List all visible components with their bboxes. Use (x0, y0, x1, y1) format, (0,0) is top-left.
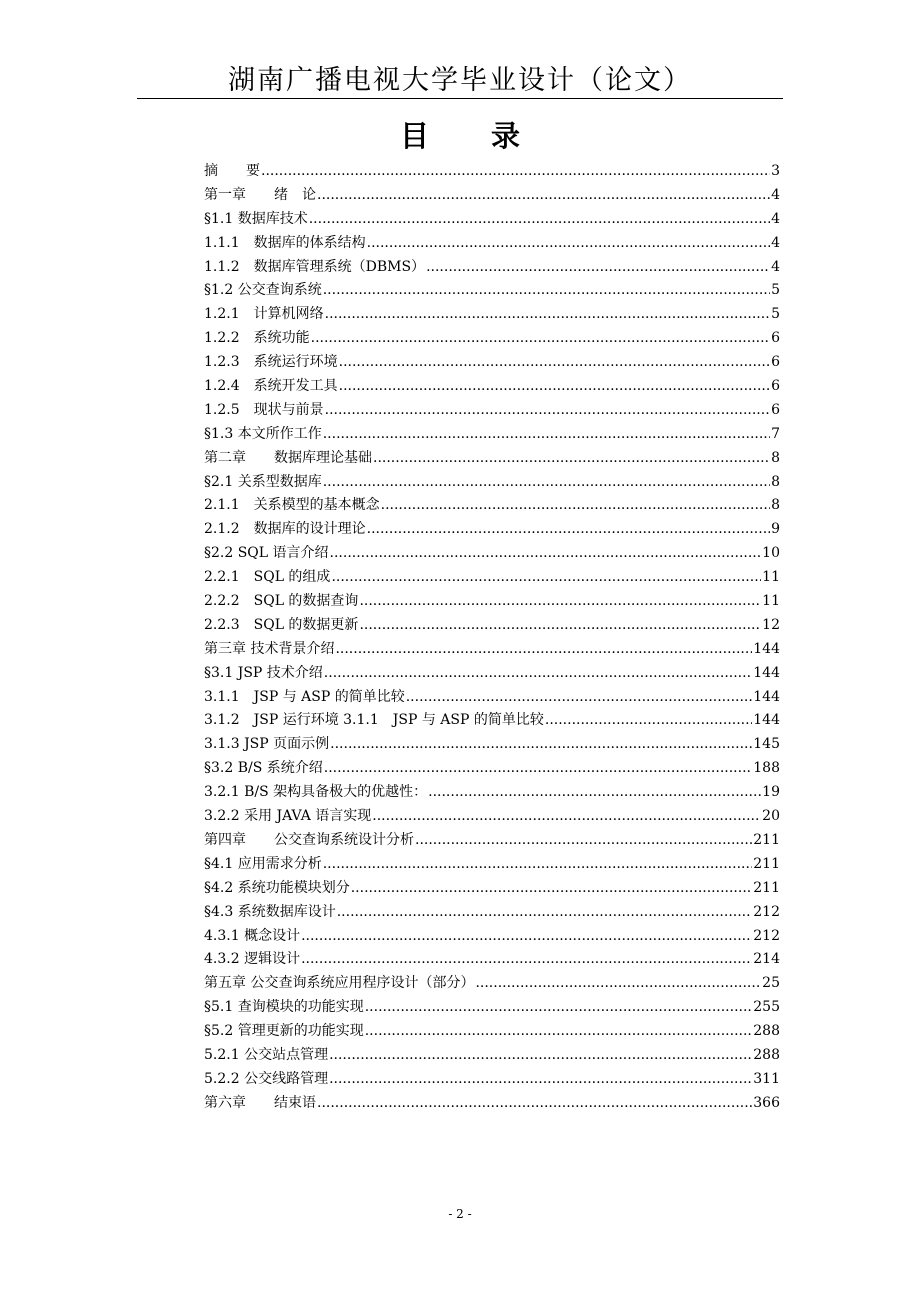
toc-dot-leader (426, 256, 770, 280)
toc-dot-leader (261, 160, 770, 184)
toc-dot-leader (329, 1068, 752, 1092)
toc-entry-page: 144 (753, 712, 780, 729)
toc-entry-label: 摘 要 (204, 163, 260, 179)
page-number: - 2 - (448, 1207, 472, 1221)
toc-entry-label: §4.2 系统功能模块划分 (204, 879, 350, 896)
toc-entry[interactable] (204, 1020, 780, 1044)
toc-dot-leader (330, 542, 762, 566)
toc-entry-label: 3.2.2 采用 JAVA 语言实现 (204, 808, 372, 825)
toc-dot-leader (545, 709, 752, 733)
toc-dot-leader (324, 662, 752, 686)
toc-dot-leader (311, 327, 770, 351)
toc-entry[interactable] (204, 232, 780, 256)
toc-entry-label: 2.2.3 SQL 的数据更新 (204, 616, 359, 633)
toc-dot-leader (317, 1092, 752, 1116)
toc-entry-page: 9 (771, 521, 780, 538)
toc-entry[interactable] (204, 494, 780, 518)
toc-entry-label: 1.1.1 数据库的体系结构 (204, 234, 366, 251)
toc-entry-label: 2.1.1 关系模型的基本概念 (204, 497, 380, 514)
toc-dot-leader (381, 494, 770, 518)
toc-entry-page: 7 (771, 425, 780, 442)
toc-dot-leader (372, 805, 761, 829)
toc-dot-leader (415, 829, 752, 853)
toc-entry-page: 8 (771, 449, 780, 466)
toc-entry[interactable] (204, 590, 780, 614)
toc-entry-label: 1.1.2 数据库管理系统（DBMS） (204, 258, 426, 275)
header-rule (137, 98, 783, 99)
toc-entry-page: 212 (753, 927, 780, 944)
toc-entry[interactable] (204, 208, 780, 232)
toc-entry-page: 211 (753, 831, 780, 848)
toc-entry[interactable] (204, 471, 780, 495)
toc-dot-leader (428, 781, 761, 805)
toc-entry[interactable] (204, 1068, 780, 1092)
toc-entry[interactable] (204, 925, 780, 949)
toc-entry[interactable] (204, 279, 780, 303)
toc-entry[interactable] (204, 853, 780, 877)
toc-entry-label: 5.2.2 公交线路管理 (204, 1070, 329, 1087)
toc-entry-label: 1.2.1 计算机网络 (204, 306, 324, 323)
toc-title-char-2: 录 (491, 119, 521, 153)
toc-entry-page: 6 (771, 354, 780, 371)
toc-dot-leader (365, 1020, 753, 1044)
toc-dot-leader (317, 184, 770, 208)
toc-dot-leader (365, 996, 753, 1020)
toc-entry[interactable] (204, 542, 780, 566)
toc-entry[interactable] (204, 709, 780, 733)
toc-dot-leader (323, 853, 753, 877)
toc-entry-page: 3 (771, 163, 780, 179)
toc-entry-label: §1.1 数据库技术 (204, 210, 308, 227)
toc-dot-leader (323, 471, 770, 495)
toc-entry[interactable] (204, 662, 780, 686)
toc-entry-page: 6 (771, 378, 780, 395)
toc-entry-page: 5 (771, 282, 780, 299)
toc-entry-label: §2.1 关系型数据库 (204, 473, 322, 490)
toc-title (0, 116, 920, 156)
toc-entry-label: 3.2.1 B/S 架构具备极大的优越性： (204, 784, 428, 801)
toc-entry-page: 145 (753, 736, 780, 753)
toc-entry-page: 311 (753, 1070, 780, 1087)
toc-entry[interactable] (204, 805, 780, 829)
toc-entry-label: 第六章 结束语 (204, 1094, 316, 1111)
toc-entry-page: 6 (771, 401, 780, 418)
toc-entry[interactable] (204, 781, 780, 805)
toc-dot-leader (339, 375, 770, 399)
toc-dot-leader (475, 972, 761, 996)
toc-entry[interactable] (204, 447, 780, 471)
toc-entry[interactable] (204, 375, 780, 399)
toc-dot-leader (335, 638, 752, 662)
toc-dot-leader (337, 901, 753, 925)
toc-entry-label: 第三章 技术背景介绍 (204, 640, 335, 657)
toc-entry[interactable] (204, 733, 780, 757)
toc-entry-page: 211 (753, 879, 780, 896)
toc-entry[interactable] (204, 303, 780, 327)
toc-entry-label: 2.2.2 SQL 的数据查询 (204, 593, 359, 610)
toc-dot-leader (359, 590, 761, 614)
toc-entry-page: 5 (771, 306, 780, 323)
toc-entry-page: 11 (762, 569, 780, 586)
toc-dot-leader (367, 232, 770, 256)
toc-entry-label: 3.1.1 JSP 与 ASP 的简单比较 (204, 688, 405, 705)
toc-dot-leader (351, 877, 753, 901)
toc-dot-leader (406, 686, 753, 710)
toc-entry-page: 4 (771, 186, 780, 203)
toc-entry-label: 第五章 公交查询系统应用程序设计（部分） (204, 975, 475, 992)
toc-entry-label: 1.2.3 系统运行环境 (204, 354, 338, 371)
toc-entry-label: 第四章 公交查询系统设计分析 (204, 831, 414, 848)
toc-entry-page: 12 (762, 616, 780, 633)
toc-entry[interactable] (204, 686, 780, 710)
toc-entry-page: 214 (753, 951, 780, 968)
toc-dot-leader (339, 351, 770, 375)
toc-entry-page: 144 (753, 688, 780, 705)
toc-entry[interactable] (204, 256, 780, 280)
toc-entry-label: §5.2 管理更新的功能实现 (204, 1023, 364, 1040)
toc-entry[interactable] (204, 1092, 780, 1116)
toc-entry-page: 211 (753, 855, 780, 872)
toc-entry-label: §1.2 公交查询系统 (204, 282, 322, 299)
toc-entry-label: 第一章 绪 论 (204, 186, 316, 203)
toc-entry-label: §1.3 本文所作工作 (204, 425, 322, 442)
toc-entry-page: 288 (753, 1046, 780, 1063)
toc-dot-leader (367, 518, 770, 542)
toc-entry-page: 288 (753, 1023, 780, 1040)
toc-entry-page: 19 (762, 784, 780, 801)
toc-entry[interactable] (204, 877, 780, 901)
toc-entry-page: 144 (753, 664, 780, 681)
toc-entry[interactable] (204, 757, 780, 781)
toc-entry-page: 6 (771, 330, 780, 347)
toc-entry[interactable] (204, 566, 780, 590)
toc-entry-label: §3.1 JSP 技术介绍 (204, 664, 323, 681)
toc-entry[interactable] (204, 996, 780, 1020)
toc-dot-leader (301, 948, 752, 972)
toc-entry[interactable] (204, 972, 780, 996)
toc-dot-leader (359, 614, 761, 638)
toc-entry-label: 4.3.1 概念设计 (204, 927, 301, 944)
toc-entry-page: 255 (753, 999, 780, 1016)
toc-entry[interactable] (204, 160, 780, 184)
toc-entry-page: 11 (762, 593, 780, 610)
toc-entry-label: §3.2 B/S 系统介绍 (204, 760, 323, 777)
toc-entry-label: §2.2 SQL 语言介绍 (204, 545, 329, 562)
toc-entry-label: 2.1.2 数据库的设计理论 (204, 521, 366, 538)
toc-dot-leader (323, 423, 770, 447)
toc-entry-label: 5.2.1 公交站点管理 (204, 1046, 329, 1063)
toc-entry-label: 1.2.5 现状与前景 (204, 401, 324, 418)
toc-dot-leader (331, 566, 761, 590)
toc-entry[interactable] (204, 184, 780, 208)
toc-dot-leader (301, 925, 752, 949)
toc-entry[interactable] (204, 518, 780, 542)
toc-entry[interactable] (204, 399, 780, 423)
toc-entry-page: 20 (762, 808, 780, 825)
toc-entry-page: 4 (771, 234, 780, 251)
toc-entry-page: 10 (762, 545, 780, 562)
toc-entry-label: 第二章 数据库理论基础 (204, 449, 372, 466)
toc-entry-page: 4 (771, 210, 780, 227)
document-header: 湖南广播电视大学毕业设计（论文） (228, 65, 692, 96)
toc-entry[interactable] (204, 948, 780, 972)
toc-entry[interactable] (204, 351, 780, 375)
toc-dot-leader (325, 399, 770, 423)
toc-entry-label: 3.1.3 JSP 页面示例 (204, 736, 330, 753)
toc-dot-leader (324, 757, 753, 781)
toc-entry-page: 144 (753, 640, 780, 657)
toc-dot-leader (309, 208, 770, 232)
toc-entry-label: §4.1 应用需求分析 (204, 855, 322, 872)
toc-entry-label: §5.1 查询模块的功能实现 (204, 999, 364, 1016)
toc-entry-page: 8 (771, 473, 780, 490)
toc-entry-page: 188 (753, 760, 780, 777)
toc-entry-label: 3.1.2 JSP 运行环境 3.1.1 JSP 与 ASP 的简单比较 (204, 712, 544, 729)
toc-entry-page: 8 (771, 497, 780, 514)
toc-entry[interactable] (204, 1044, 780, 1068)
toc-entry-label: 2.2.1 SQL 的组成 (204, 569, 331, 586)
toc-entry[interactable] (204, 327, 780, 351)
toc-dot-leader (325, 303, 770, 327)
toc-dot-leader (323, 279, 770, 303)
toc-dot-leader (373, 447, 770, 471)
table-of-contents (204, 160, 780, 1116)
toc-entry-page: 212 (753, 903, 780, 920)
toc-entry-page: 366 (753, 1094, 780, 1111)
toc-entry-label: 4.3.2 逻辑设计 (204, 951, 301, 968)
toc-entry-page: 25 (762, 975, 780, 992)
toc-entry-label: §4.3 系统数据库设计 (204, 903, 336, 920)
toc-entry[interactable] (204, 614, 780, 638)
toc-entry[interactable] (204, 829, 780, 853)
toc-entry[interactable] (204, 901, 780, 925)
toc-dot-leader (329, 1044, 752, 1068)
toc-entry[interactable] (204, 423, 780, 447)
toc-entry-label: 1.2.4 系统开发工具 (204, 378, 338, 395)
toc-title-char-1: 目 (399, 119, 429, 153)
toc-entry[interactable] (204, 638, 780, 662)
toc-entry-page: 4 (771, 258, 780, 275)
toc-entry-label: 1.2.2 系统功能 (204, 330, 310, 347)
toc-dot-leader (330, 733, 752, 757)
